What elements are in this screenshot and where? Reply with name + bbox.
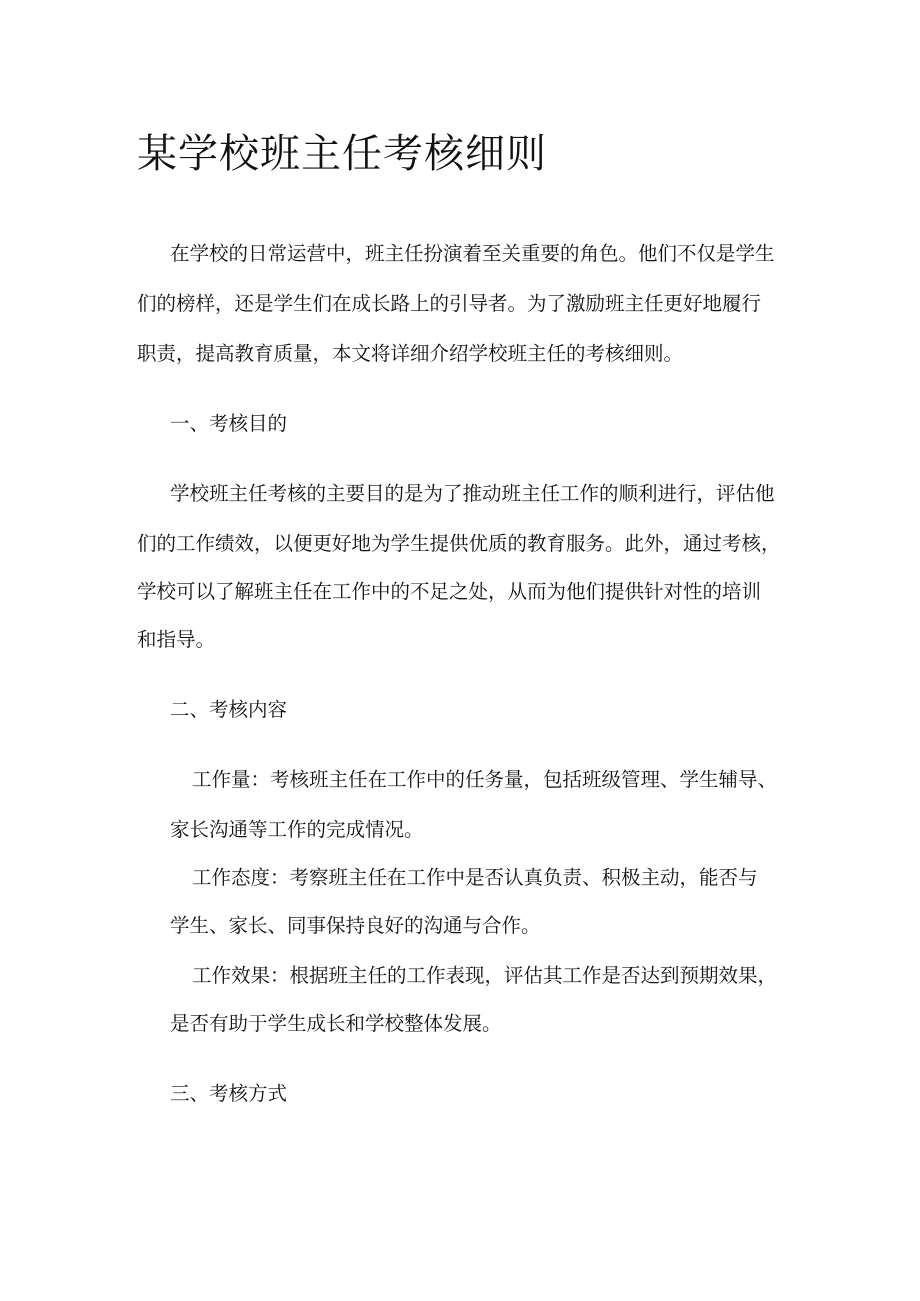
content-item-workload-cont: 家长沟通等工作的完成情况。 <box>170 818 424 841</box>
content-item-attitude: 工作态度：考察班主任在工作中是否认真负责、积极主动，能否与 <box>192 866 758 889</box>
content-item-workload: 工作量：考核班主任在工作中的任务量，包括班级管理、学生辅导、 <box>192 768 778 791</box>
intro-line: 们的榜样，还是学生们在成长路上的引导者。为了激励班主任更好地履行 <box>137 292 762 315</box>
content-item-effect: 工作效果：根据班主任的工作表现，评估其工作是否达到预期效果， <box>192 964 778 987</box>
purpose-line: 们的工作绩效，以便更好地为学生提供优质的教育服务。此外，通过考核， <box>137 532 781 555</box>
document-title: 某学校班主任考核细则 <box>137 131 547 177</box>
intro-line: 职责，提高教育质量，本文将详细介绍学校班主任的考核细则。 <box>137 342 684 365</box>
content-item-effect-cont: 是否有助于学生成长和学校整体发展。 <box>170 1012 502 1035</box>
purpose-line: 学校班主任考核的主要目的是为了推动班主任工作的顺利进行，评估他 <box>170 482 775 505</box>
section-heading-purpose: 一、考核目的 <box>170 412 288 435</box>
section-heading-method: 三、考核方式 <box>170 1082 288 1105</box>
purpose-line: 和指导。 <box>137 628 216 651</box>
intro-line: 在学校的日常运营中，班主任扮演着至关重要的角色。他们不仅是学生 <box>170 242 775 265</box>
section-heading-content: 二、考核内容 <box>170 698 288 721</box>
content-item-attitude-cont: 学生、家长、同事保持良好的沟通与合作。 <box>170 914 541 937</box>
purpose-line: 学校可以了解班主任在工作中的不足之处，从而为他们提供针对性的培训 <box>137 580 762 603</box>
